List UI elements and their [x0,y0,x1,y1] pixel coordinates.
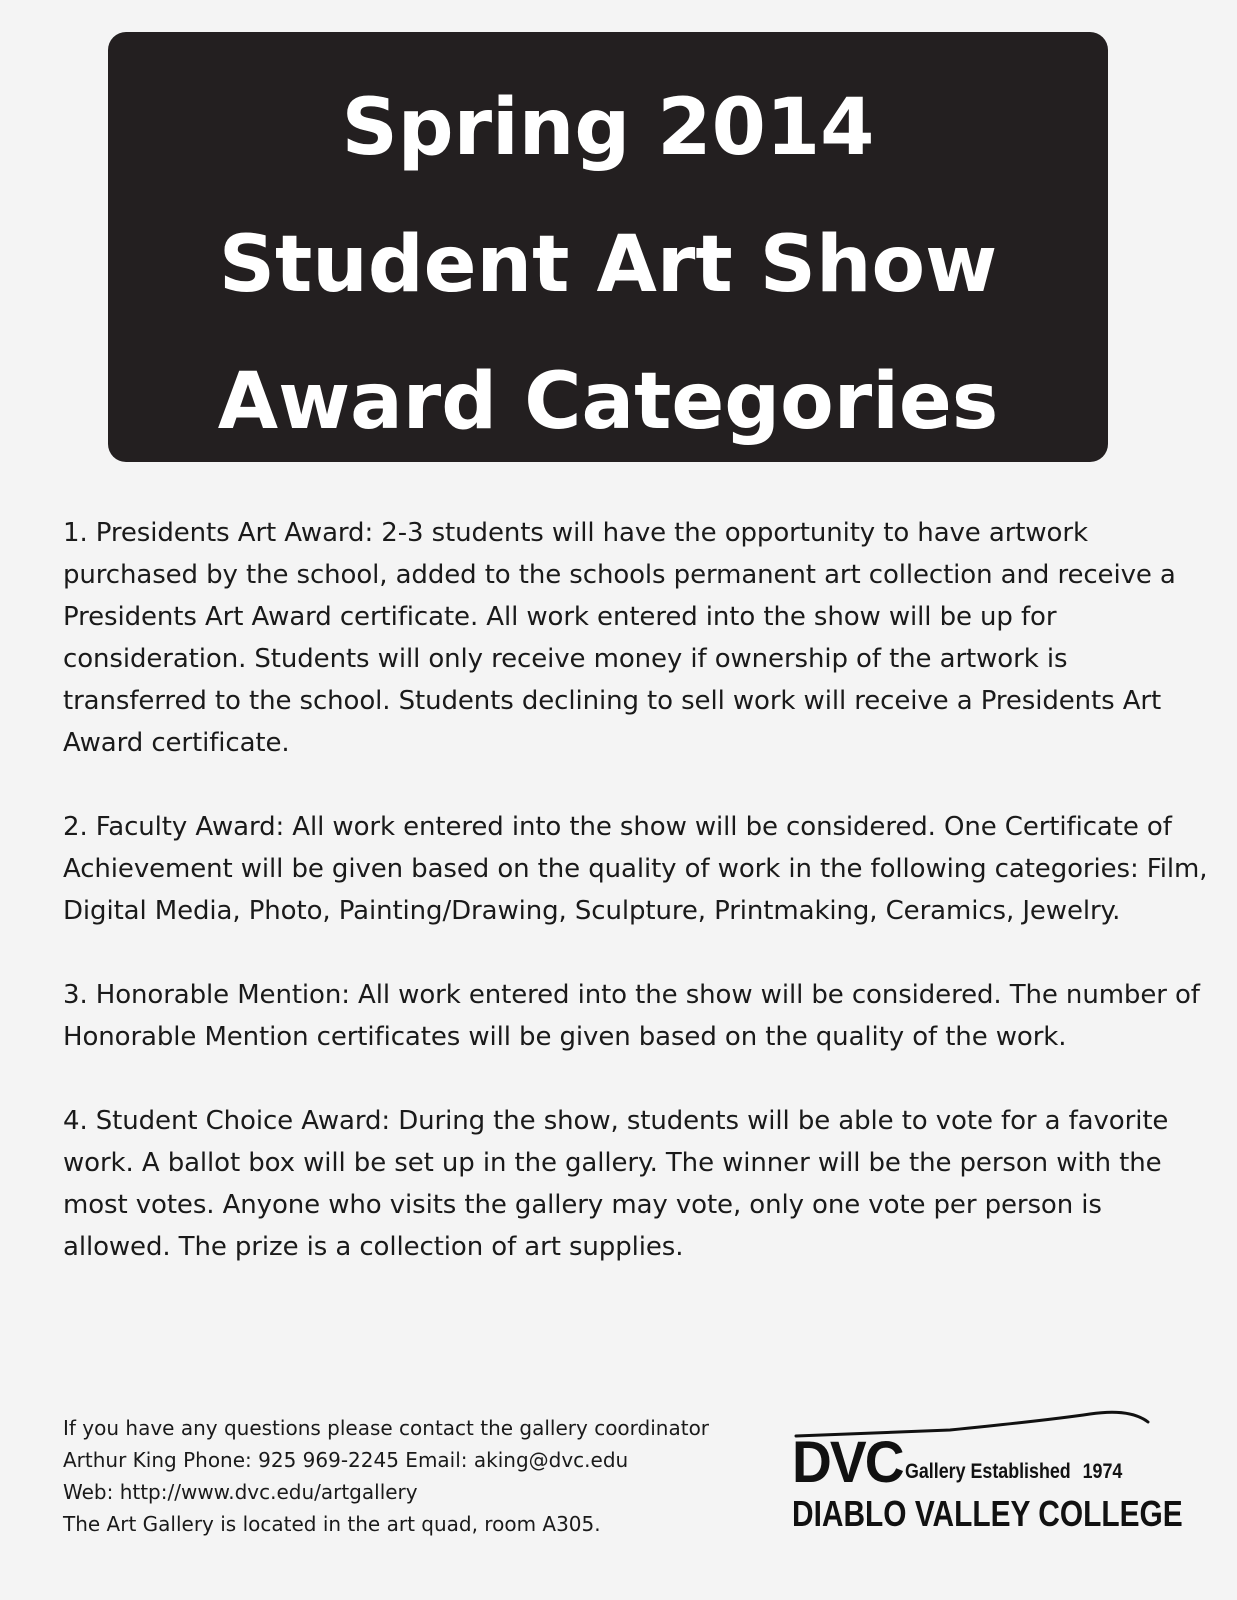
title-banner [108,32,1108,462]
logo-college-name: DIABLO VALLEY COLLEGE [792,1493,1183,1534]
logo-established-text: Gallery Established [905,1460,1071,1483]
contact-line-intro: If you have any questions please contact the gallery coordinator [63,1416,710,1440]
contact-line-phone-email: Arthur King Phone: 925 969-2245 Email: aking@dvc.edu [63,1448,629,1472]
award-item-presidents: 1. Presidents Art Award: 2-3 students will have the opportunity to have artwork purchased by the school, added to the schools permanent art collection and receive a Presidents Art Award certificate. All work entered into the show will be up for consideration. Students will only receive money if ownership of the artwork is transferred to the school. Students declining to sell work will receive a Presidents Art Award certificate. [63,518,1176,758]
award-item-student-choice: 4. Student Choice Award: During the show, students will be able to vote for a favorite work. A ballot box will be set up in the gallery. The winner will be the person with the most votes. Anyone who visits the gallery may vote, only one vote per person is allowed. The prize is a collection of art supplies. [63,1106,1169,1262]
title-line-2: Student Art Show [218,220,998,310]
logo-year: 1974 [1082,1460,1123,1483]
title-line-3: Award Categories [217,357,999,447]
dvc-logo [790,1398,1210,1558]
contact-line-location: The Art Gallery is located in the art quad, room A305. [63,1512,601,1536]
award-list [63,512,1213,1310]
award-item-honorable-mention: 3. Honorable Mention: All work entered into the show will be considered. The number of Honorable Mention certificates will be given based on the quality of the work. [63,980,1200,1052]
contact-info [63,1412,823,1540]
award-item-faculty: 2. Faculty Award: All work entered into the show will be considered. One Certificate of Achievement will be given based on the quality of work in the following categories: Film, Digital Media, Photo, Painting/Drawing, Sculpture, Printmaking, Ceramics, Jewelry. [63,812,1208,926]
logo-established [905,1460,1122,1484]
contact-line-web: Web: http://www.dvc.edu/artgallery [63,1480,418,1504]
title-line-1: Spring 2014 [341,83,875,173]
logo-abbr: DVC [792,1430,903,1495]
